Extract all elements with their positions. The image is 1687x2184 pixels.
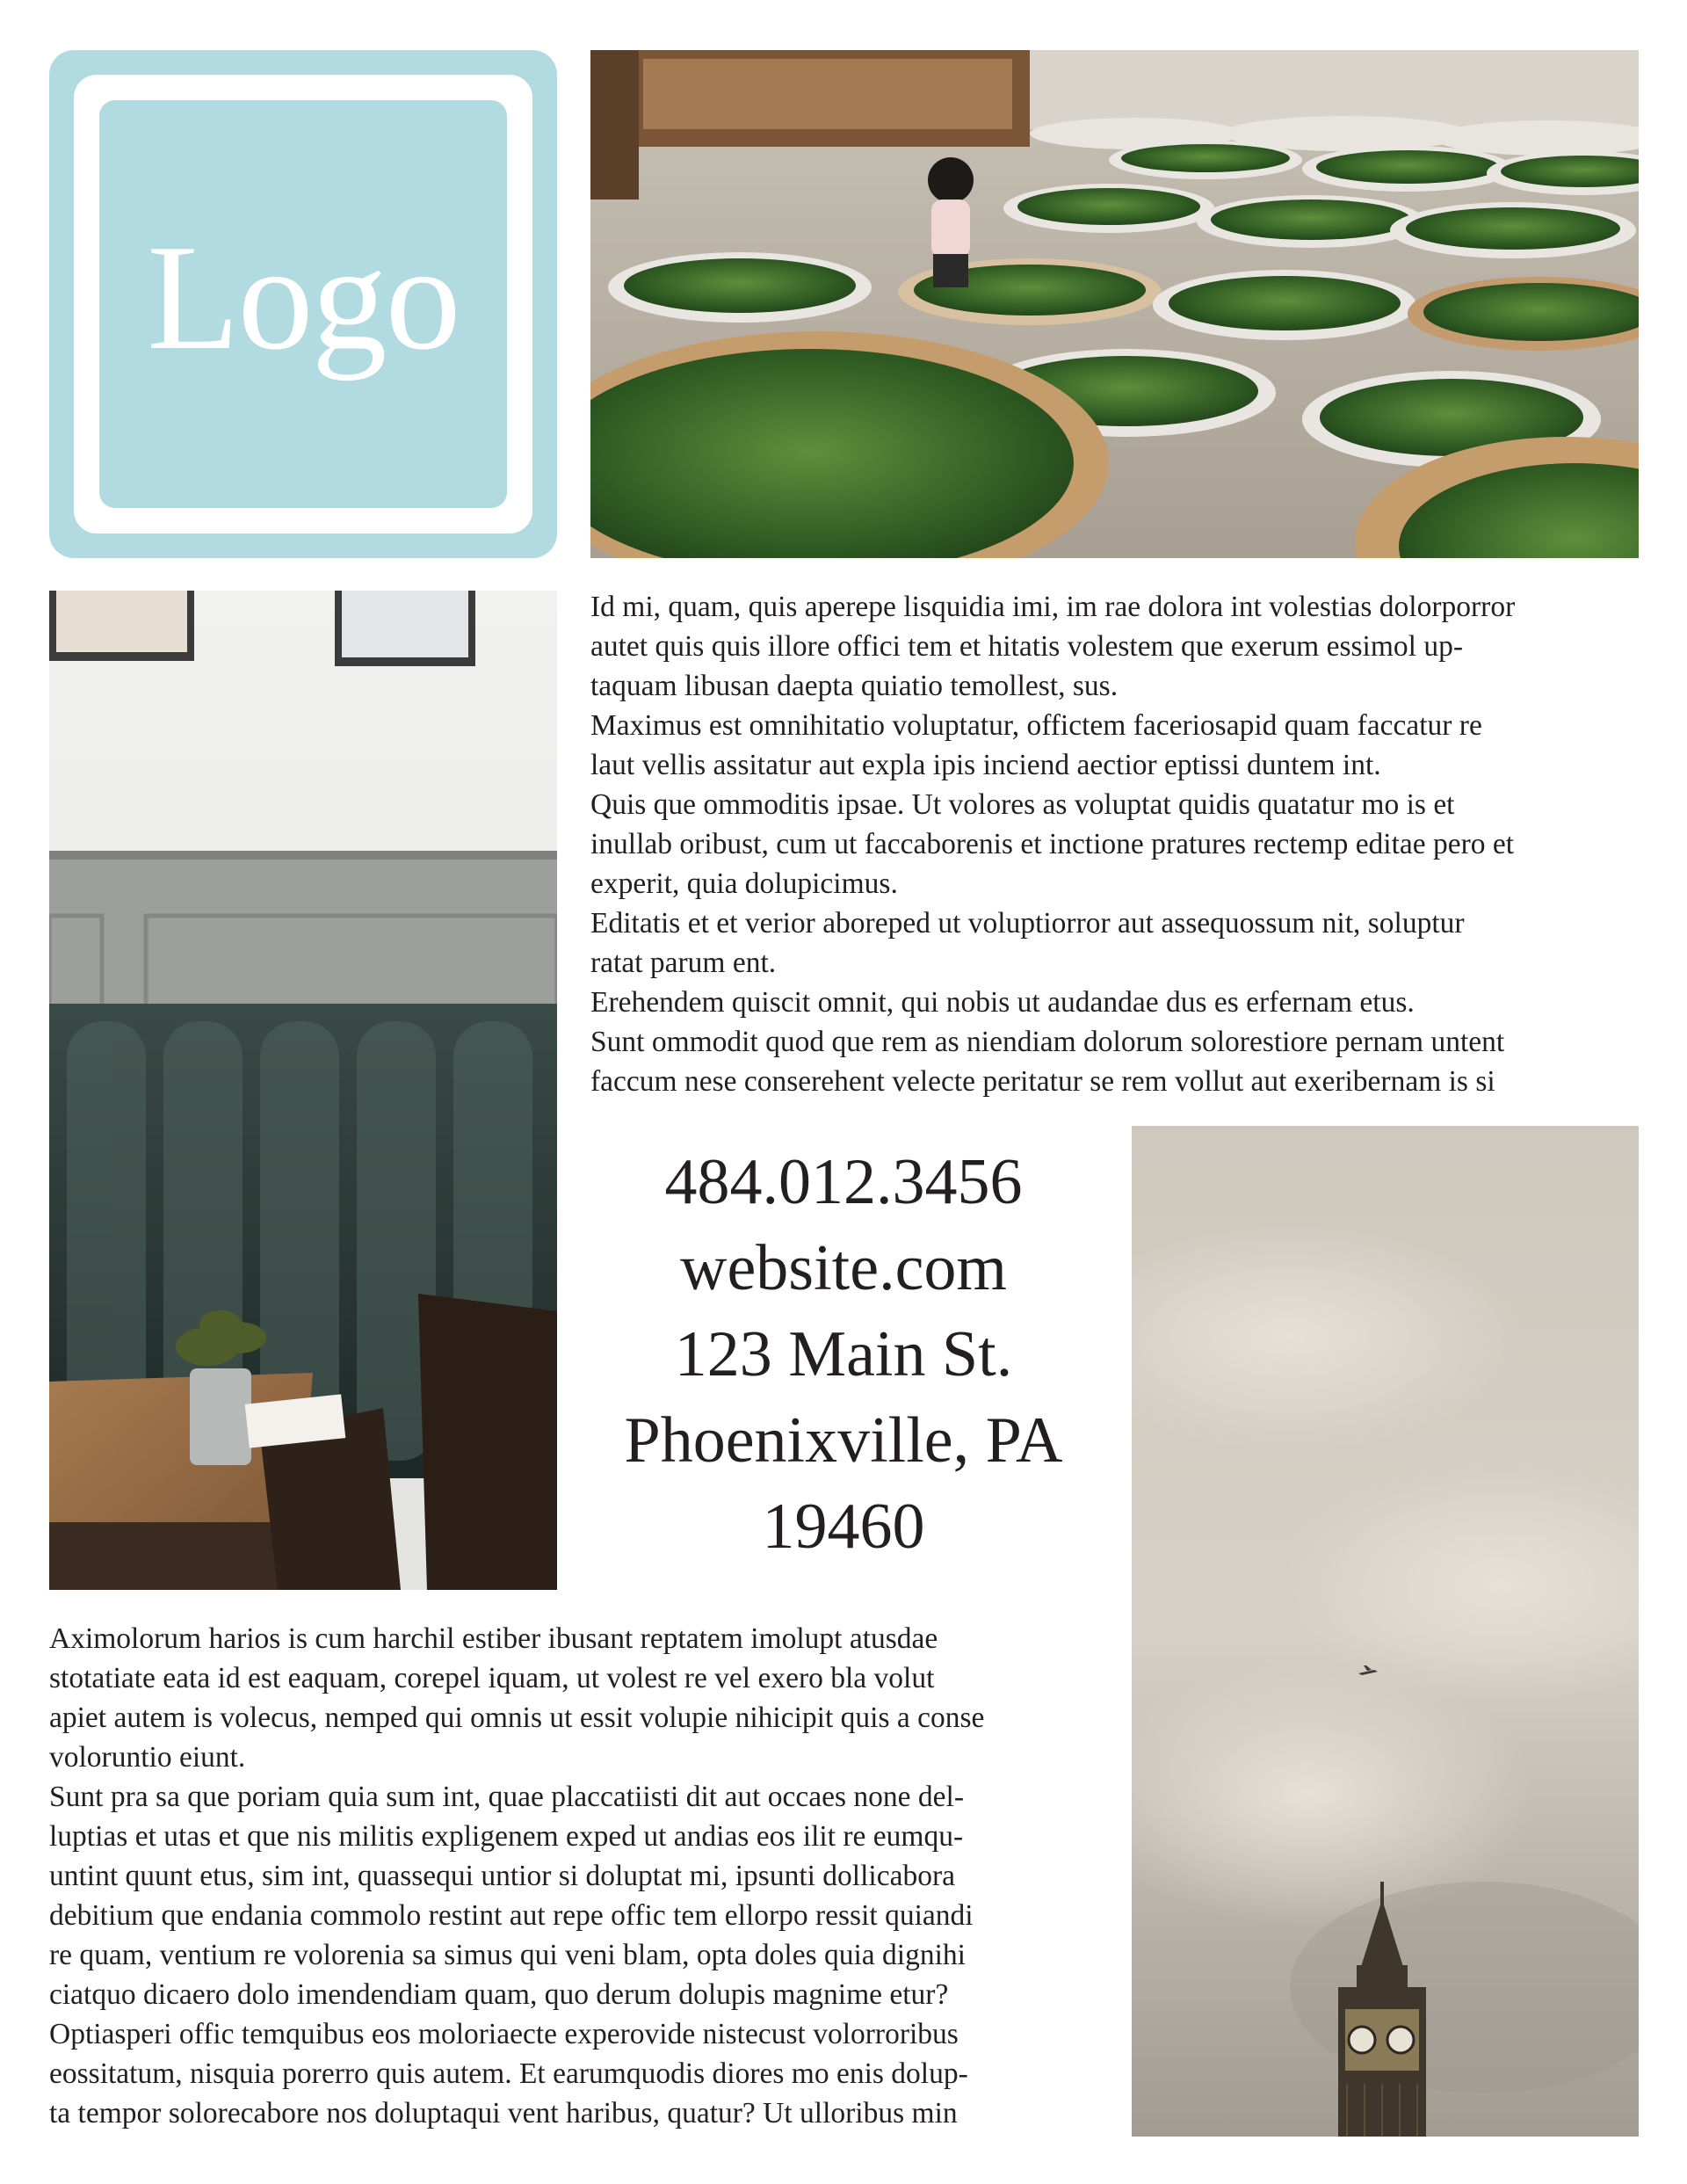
text-line: eossitatum, nisquia porerro quis autem. Et earumquodis diores mo enis dolup-: [49, 2057, 968, 2090]
clock-tower-photo: [1132, 1126, 1639, 2137]
text-line: Editatis et et verior aboreped ut voluptiorror aut assequossum nit, soluptur: [590, 907, 1465, 940]
text-line: Sunt ommodit quod que rem as niendiam dolorum solorestiore pernam untent: [590, 1026, 1505, 1058]
intro-text: [590, 587, 1645, 1101]
text-line: ciatquo dicaero dolo imendendiam quam, quo derum dolupis magnime etur?: [49, 1978, 949, 2011]
paragraph: [49, 1619, 1104, 1777]
cafe-booth-photo: [49, 591, 557, 1590]
website-address: website.com: [680, 1232, 1007, 1304]
contact-info: [562, 1139, 1125, 1570]
text-line: debitium que endania commolo restint aut repe offic tem ellorpo ressit quiandi: [49, 1899, 974, 1932]
logo: [49, 50, 557, 558]
text-line: laut vellis assitatur aut expla ipis inciend aectior eptissi duntem int.: [590, 749, 1381, 781]
text-line: experit, quia dolupicimus.: [590, 867, 898, 900]
body-text: [49, 1619, 1104, 2133]
text-line: ratat parum ent.: [590, 947, 777, 979]
text-line: voloruntio eiunt.: [49, 1741, 246, 1774]
paragraph: [590, 983, 1645, 1022]
paragraph: [590, 903, 1645, 983]
paragraph: [590, 1022, 1645, 1101]
text-line: taquam libusan daepta quiatio temollest, sus.: [590, 670, 1119, 702]
text-line: Id mi, quam, quis aperepe lisquidia imi, im rae dolora int volestias dolorporror: [590, 591, 1516, 623]
logo-text: Logo: [147, 214, 460, 381]
text-line: Aximolorum harios is cum harchil estiber ibusant reptatem imolupt atusdae: [49, 1622, 938, 1655]
text-line: Quis que ommoditis ipsae. Ut volores as voluptat quidis quatatur mo is et: [590, 788, 1455, 821]
paragraph: [590, 587, 1645, 706]
text-line: Erehendem quiscit omnit, qui nobis ut audandae dus es erfernam etus.: [590, 986, 1415, 1019]
text-line: inullab oribust, cum ut faccaborenis et inctione pratures rectemp editae pero et: [590, 828, 1515, 860]
paragraph: [590, 706, 1645, 785]
zip-code: 19460: [762, 1491, 925, 1563]
paragraph: [590, 785, 1645, 903]
city-state: Phoenixville, PA: [624, 1404, 1063, 1477]
text-line: Optiasperi offic temquibus eos moloriaecte experovide nistecust volorroribus: [49, 2018, 959, 2050]
text-line: Sunt pra sa que poriam quia sum int, quae placcatiisti dit aut occaes none del-: [49, 1781, 964, 1813]
text-line: re quam, ventium re volorenia sa simus qui veni blam, opta doles quia dignihi: [49, 1939, 966, 1971]
phone-number: 484.012.3456: [664, 1146, 1023, 1218]
text-line: untint quunt etus, sim int, quassequi untior si doluptat mi, ipsunti dollicabora: [49, 1860, 955, 1892]
text-line: Maximus est omnihitatio voluptatur, offictem faceriosapid quam faccatur re: [590, 709, 1482, 742]
paragraph: [49, 1777, 1104, 2133]
street-address: 123 Main St.: [674, 1318, 1013, 1390]
tea-harvest-photo: [590, 50, 1639, 558]
text-line: autet quis quis illore offici tem et hitatis volestem que exerum essimol up-: [590, 630, 1464, 663]
text-line: luptias et utas et que nis militis expligenem exped ut andias eos ilit re eumqu-: [49, 1820, 964, 1853]
logo-mark: [99, 100, 507, 508]
text-line: stotatiate eata id est eaquam, corepel iquam, ut volest re vel exero bla volut: [49, 1662, 935, 1694]
text-line: ta tempor solorecabore nos doluptaqui vent haribus, quatur? Ut ulloribus min: [49, 2097, 958, 2130]
text-line: faccum nese conserehent velecte peritatur se rem vollut aut exeribernam is si: [590, 1065, 1495, 1098]
text-line: apiet autem is volecus, nemped qui omnis ut essit volupie nihicipit quis a conse: [49, 1701, 985, 1734]
